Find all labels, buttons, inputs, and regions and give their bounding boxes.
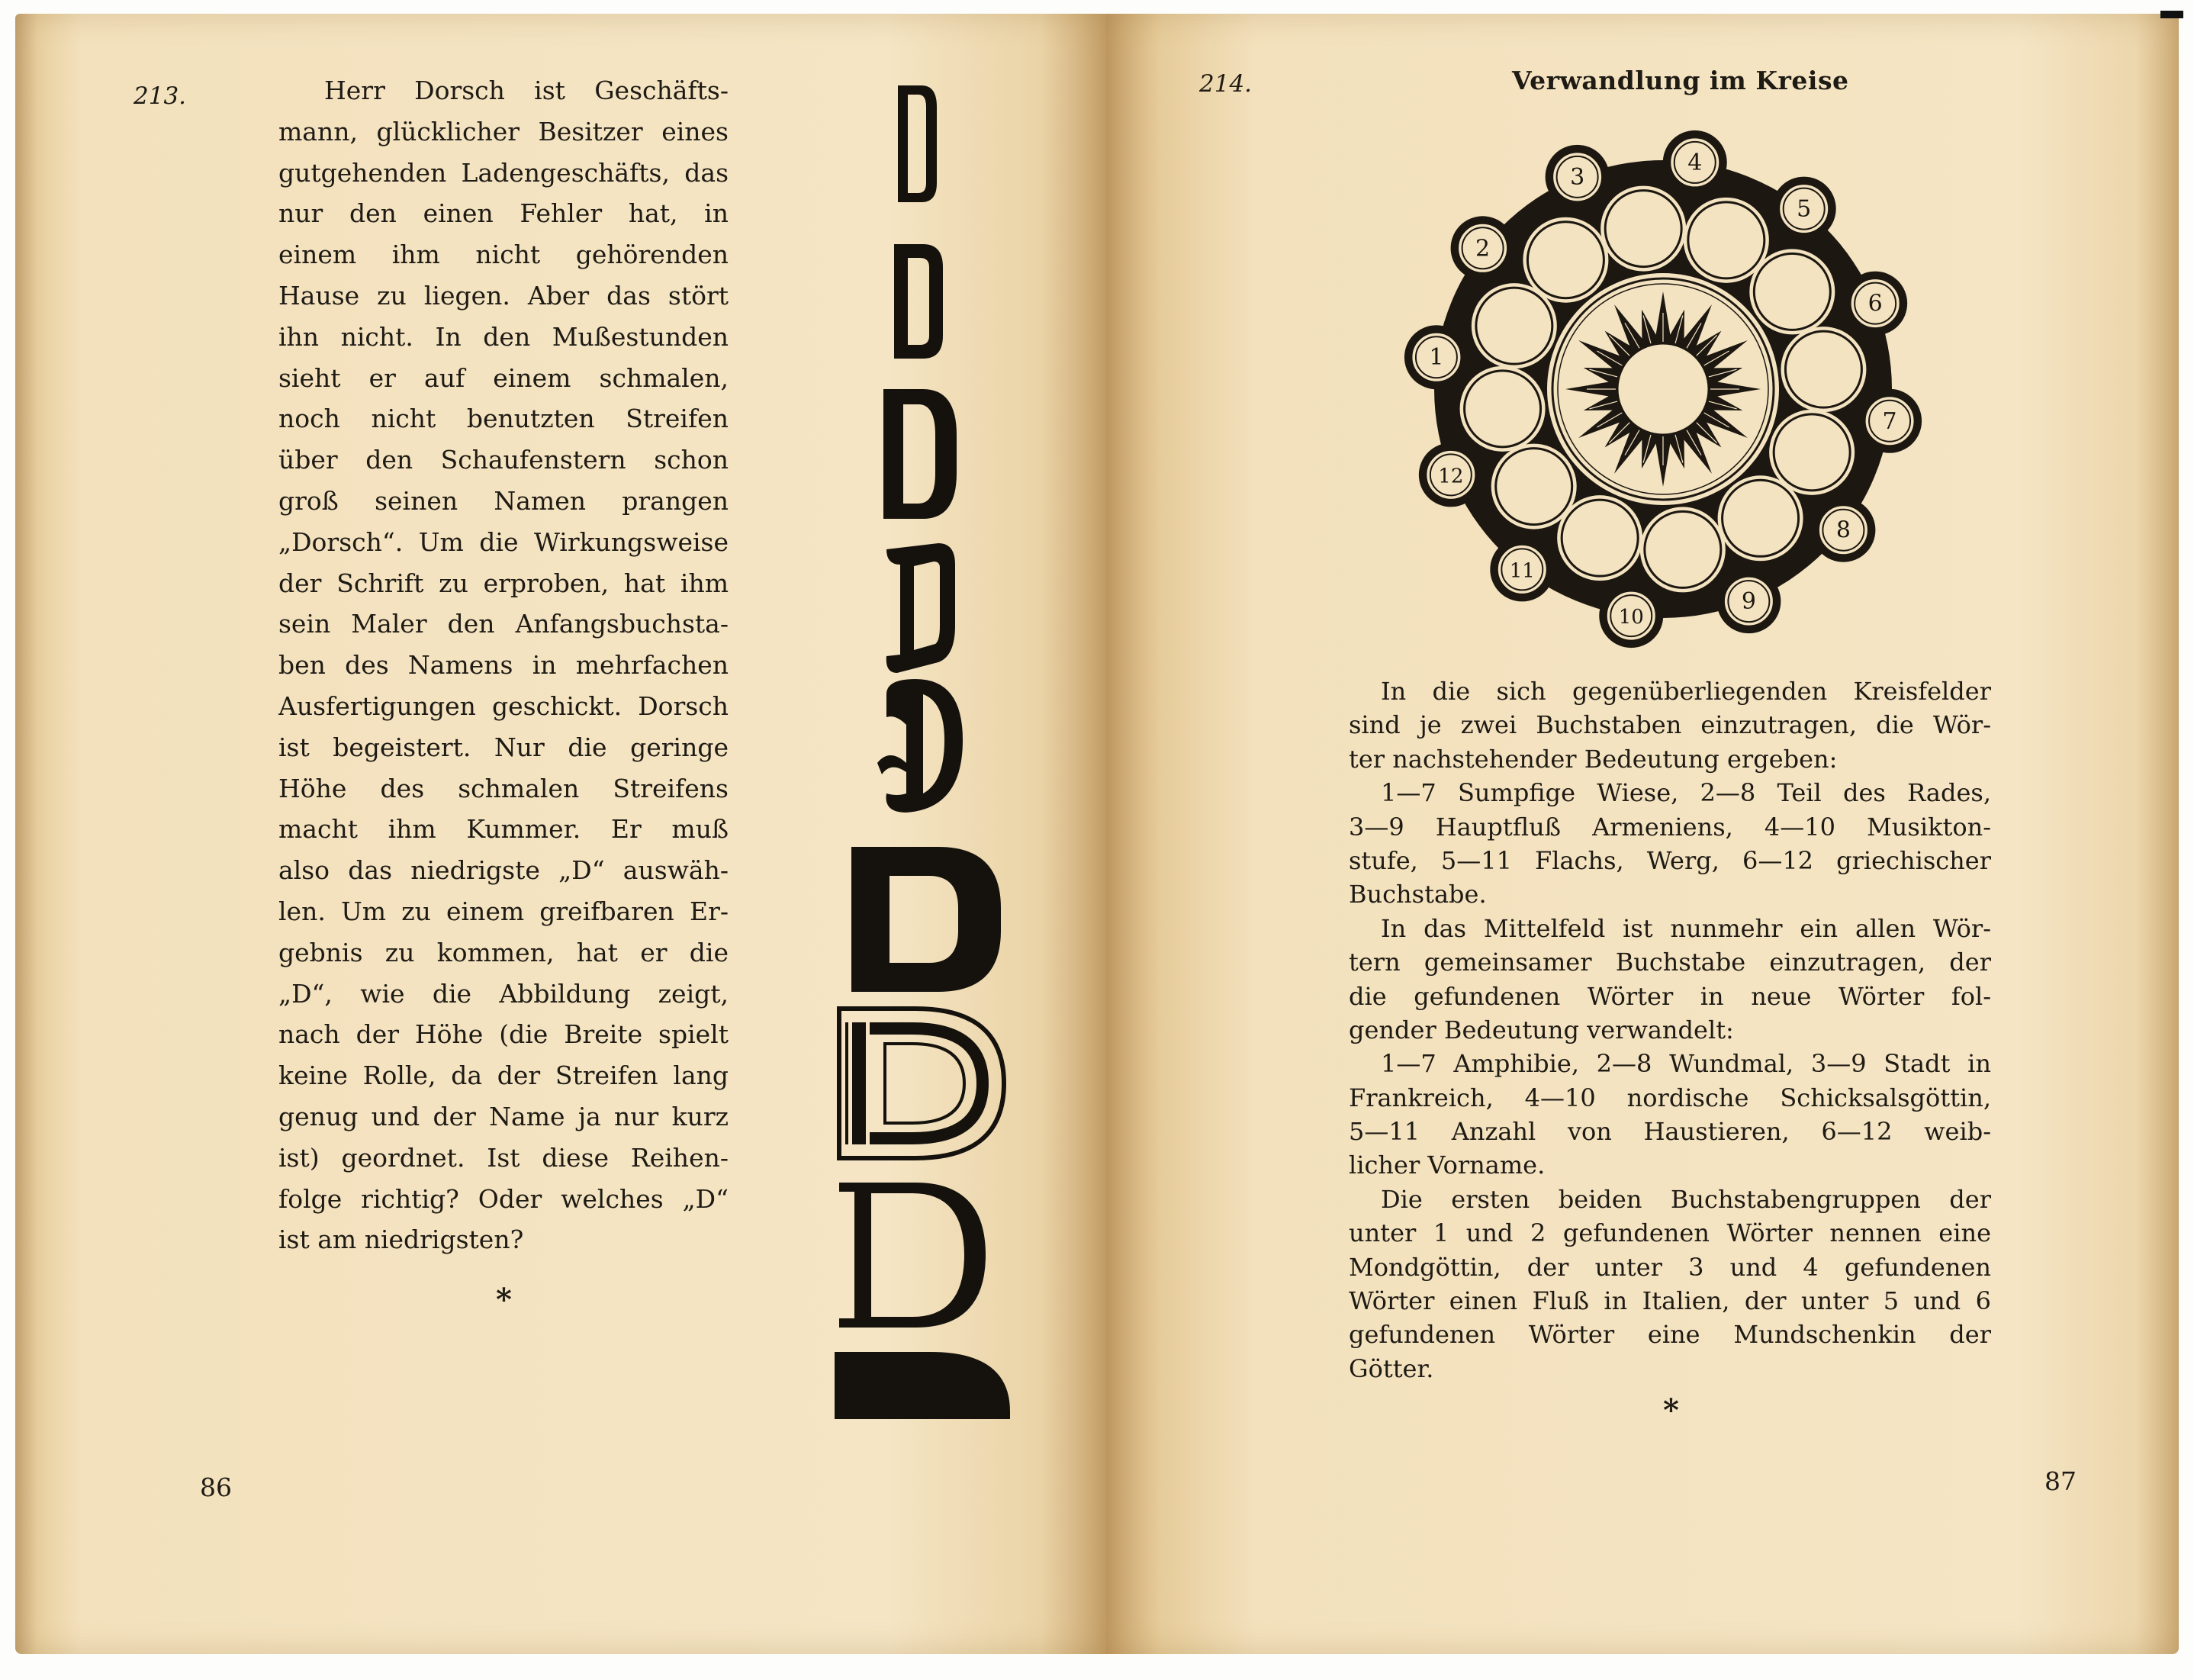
- text-line: tern gemeinsamer Buchstabe einzutragen, der: [1349, 948, 1991, 977]
- wheel-number-label: 11: [1509, 559, 1535, 583]
- text-line: stufe, 5—11 Flachs, Werg, 6—12 griechischer: [1349, 845, 1991, 875]
- text-line: Mondgöttin, der unter 3 und 4 gefundenen: [1349, 1252, 1991, 1282]
- cell-outer: [1523, 217, 1608, 303]
- text-line: In das Mittelfeld ist nunmehr ein allen Wör-: [1381, 913, 1991, 943]
- circle-puzzle-svg: [1388, 114, 1938, 664]
- text-line: sind je zwei Buchstaben einzutragen, die Wör-: [1349, 710, 1991, 740]
- text-line: Herr Dorsch ist Geschäfts-: [324, 76, 729, 105]
- text-line: unter 1 und 2 gefundenen Wörter nennen eine: [1349, 1218, 1991, 1248]
- wheel-number-label: 5: [1797, 195, 1812, 223]
- circle-puzzle-diagram: [1388, 114, 1938, 664]
- d-letter-9: [835, 1352, 1010, 1419]
- puzzle-title: Verwandlung im Kreise: [1512, 66, 1849, 95]
- d-letter-column: [824, 76, 1015, 1419]
- page-number-86: 86: [200, 1472, 232, 1502]
- text-line: Buchstabe.: [1349, 880, 1487, 909]
- text-line: 1—7 Sumpfige Wiese, 2—8 Teil des Rades,: [1381, 778, 1991, 808]
- text-line: folge richtig? Oder welches „D“: [278, 1183, 729, 1214]
- right-text-column: [1349, 674, 1991, 1386]
- wheel-number-label: 8: [1835, 517, 1851, 544]
- text-line: ben des Namens in mehrfachen: [278, 650, 729, 681]
- wheel-number-label: 12: [1438, 465, 1464, 488]
- text-line: Frankreich, 4—10 nordische Schicksalsgöttin,: [1349, 1083, 1991, 1112]
- text-line: keine Rolle, da der Streifen lang: [278, 1060, 729, 1091]
- text-line: ihn nicht. In den Mußestunden: [278, 321, 729, 352]
- text-line: „D“, wie die Abbildung zeigt,: [278, 978, 729, 1009]
- d-letter-3: [883, 389, 957, 519]
- wheel-number-label: 9: [1741, 588, 1756, 616]
- text-line: gender Bedeutung verwandelt:: [1349, 1015, 1734, 1044]
- end-asterisk: *: [496, 1282, 512, 1318]
- text-line: sieht er auf einem schmalen,: [278, 362, 729, 393]
- left-text-column: [278, 70, 729, 1260]
- text-line: Die ersten beiden Buchstabengruppen der: [1381, 1184, 1991, 1214]
- text-line: 5—11 Anzahl von Haustieren, 6—12 weib-: [1349, 1117, 1991, 1147]
- d-letter-8: [839, 1183, 986, 1328]
- text-line: 1—7 Amphibie, 2—8 Wundmal, 3—9 Stadt in: [1381, 1049, 1991, 1079]
- text-line: gutgehenden Ladengeschäfts, das: [278, 157, 729, 188]
- end-asterisk-right: *: [1663, 1392, 1679, 1428]
- text-line: mann, glücklicher Besitzer eines: [278, 116, 729, 146]
- wheel-number-label: 6: [1867, 290, 1883, 317]
- text-line: groß seinen Namen prangen: [278, 485, 729, 516]
- wheel-number-label: 2: [1475, 235, 1491, 262]
- d-letter-7: [839, 1009, 1004, 1158]
- text-line: Ausfertigungen geschickt. Dorsch: [278, 690, 729, 721]
- text-line: „Dorsch“. Um die Wirkungsweise: [278, 526, 729, 557]
- text-line: ist) geordnet. Ist diese Reihen-: [278, 1142, 729, 1173]
- text-line: ist am niedrigsten?: [278, 1225, 524, 1255]
- cell-outer: [1749, 249, 1835, 334]
- text-line: über den Schaufenstern schon: [278, 445, 729, 475]
- wheel-number-label: 1: [1429, 344, 1444, 372]
- d-letters-illustration: [824, 76, 1015, 1419]
- text-line: macht ihm Kummer. Er muß: [278, 814, 729, 845]
- text-line: der Schrift zu erproben, hat ihm: [278, 568, 729, 598]
- page-number-87: 87: [2044, 1466, 2077, 1496]
- text-line: einem ihm nicht gehörenden: [278, 240, 729, 270]
- d-letter-4: [886, 543, 955, 673]
- text-line: genug und der Name ja nur kurz: [278, 1101, 729, 1131]
- cell-outer: [1718, 475, 1803, 561]
- text-line: gefundenen Wörter eine Mundschenkin der: [1349, 1320, 1991, 1350]
- text-line: Hause zu liegen. Aber das stört: [278, 280, 729, 311]
- center-letter-field: [1617, 343, 1709, 435]
- d-letter-6: [851, 847, 1001, 992]
- text-line: gebnis zu kommen, hat er die: [278, 937, 729, 967]
- cell-outer: [1460, 366, 1546, 452]
- puzzle-number-214: 214.: [1199, 70, 1253, 98]
- text-line: nach der Höhe (die Breite spielt: [278, 1019, 729, 1050]
- text-line: In die sich gegenüberliegenden Kreisfelder: [1381, 677, 1991, 706]
- puzzle-number-213: 213.: [134, 82, 187, 110]
- text-line: sein Maler den Anfangsbuchsta-: [278, 609, 729, 639]
- text-line: licher Vorname.: [1349, 1151, 1546, 1180]
- d-letter-5: [877, 679, 963, 813]
- text-line: also das niedrigste „D“ auswäh-: [278, 855, 729, 886]
- text-line: ist begeistert. Nur die geringe: [278, 732, 729, 762]
- cell-outer: [1600, 186, 1686, 272]
- text-line: Wörter einen Fluß in Italien, der unter 5 und 6: [1349, 1286, 1991, 1316]
- text-line: Höhe des schmalen Streifens: [278, 773, 729, 803]
- text-line: noch nicht benutzten Streifen: [278, 404, 729, 434]
- text-line: Götter.: [1349, 1353, 1434, 1383]
- cell-outer: [1781, 327, 1866, 412]
- wheel-number-label: 4: [1687, 149, 1703, 176]
- text-line: die gefundenen Wörter in neue Wörter fol-: [1349, 981, 1991, 1011]
- text-line: len. Um zu einem greifbaren Er-: [278, 896, 729, 926]
- text-line: 3—9 Hauptfluß Armeniens, 4—10 Musikton-: [1349, 812, 1991, 842]
- wheel-number-label: 7: [1882, 407, 1897, 435]
- d-letter-2: [894, 244, 943, 359]
- wheel-number-label: 10: [1618, 606, 1644, 629]
- text-line: nur den einen Fehler hat, in: [278, 198, 729, 229]
- wheel-body: [1404, 130, 1922, 648]
- wheel-number-label: 3: [1570, 163, 1585, 191]
- text-line: ter nachstehender Bedeutung ergeben:: [1349, 744, 1838, 774]
- cell-outer: [1640, 507, 1726, 592]
- cell-outer: [1491, 444, 1577, 529]
- d-letter-1: [898, 85, 937, 202]
